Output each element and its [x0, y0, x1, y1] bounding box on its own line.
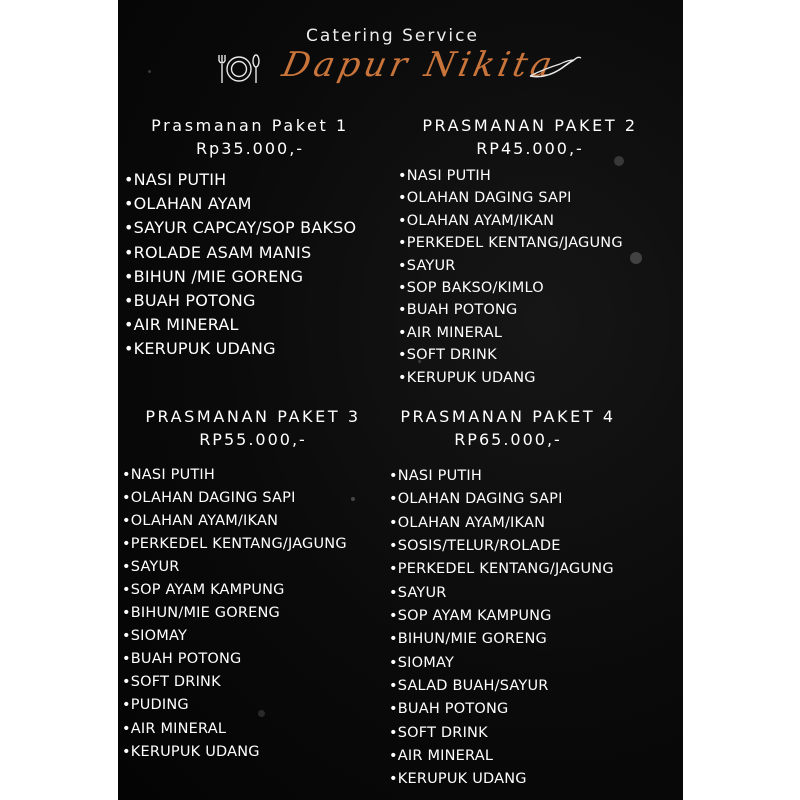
menu-item: • NASI PUTIH — [122, 464, 388, 487]
package-price: RP55.000,- — [199, 430, 307, 449]
menu-item: • BIHUN /MIE GORENG — [124, 265, 380, 289]
package-items — [122, 464, 388, 764]
plate-cutlery-icon — [216, 52, 262, 90]
menu-item: • BUAH POTONG — [389, 698, 642, 721]
menu-item: • BIHUN/MIE GORENG — [389, 628, 642, 651]
menu-item: • KERUPUK UDANG — [124, 337, 380, 361]
menu-item: • OLAHAN DAGING SAPI — [389, 488, 642, 511]
menu-poster — [118, 0, 683, 800]
menu-item: • AIR MINERAL — [389, 745, 642, 768]
package-title: PRASMANAN PAKET 3 — [145, 407, 361, 426]
package-title: PRASMANAN PAKET 2 — [422, 116, 638, 135]
menu-item: • BUAH POTONG — [398, 299, 660, 321]
menu-item: • SOFT DRINK — [122, 671, 388, 694]
menu-item: • OLAHAN DAGING SAPI — [122, 487, 388, 510]
package-price: RP65.000,- — [454, 430, 562, 449]
menu-item: • AIR MINERAL — [398, 322, 660, 344]
menu-item: • AIR MINERAL — [122, 718, 388, 741]
package-4 — [374, 407, 642, 792]
menu-item: • SAYUR CAPCAY/SOP BAKSO — [124, 216, 380, 240]
package-2 — [400, 116, 660, 389]
menu-item: • NASI PUTIH — [389, 465, 642, 488]
menu-item: • PERKEDEL KENTANG/JAGUNG — [122, 533, 388, 556]
menu-item: • SAYUR — [122, 556, 388, 579]
menu-item: • NASI PUTIH — [398, 165, 660, 187]
menu-item: • BUAH POTONG — [124, 289, 380, 313]
package-price: Rp35.000,- — [195, 139, 305, 158]
menu-item: • OLAHAN AYAM/IKAN — [122, 510, 388, 533]
menu-item: • SIOMAY — [122, 625, 388, 648]
catering-service-subtitle: Catering Service — [306, 26, 479, 46]
menu-item: • KERUPUK UDANG — [122, 741, 388, 764]
background-speck — [148, 70, 151, 73]
package-title: PRASMANAN PAKET 4 — [400, 407, 616, 426]
package-price: RP45.000,- — [476, 139, 584, 158]
package-items — [124, 168, 380, 362]
menu-item: • PERKEDEL KENTANG/JAGUNG — [389, 558, 642, 581]
menu-item: • PERKEDEL KENTANG/JAGUNG — [398, 232, 660, 254]
menu-item: • BIHUN/MIE GORENG — [122, 602, 388, 625]
menu-item: • SOP AYAM KAMPUNG — [389, 605, 642, 628]
menu-item: • AIR MINERAL — [124, 313, 380, 337]
menu-item: • KERUPUK UDANG — [398, 367, 660, 389]
menu-item: • SOFT DRINK — [398, 344, 660, 366]
menu-item: • SAYUR — [389, 582, 642, 605]
menu-item: • SOSIS/TELUR/ROLADE — [389, 535, 642, 558]
menu-item: • KERUPUK UDANG — [389, 768, 642, 791]
menu-item: • OLAHAN AYAM/IKAN — [389, 512, 642, 535]
brand-name: Dapur Nikita — [278, 45, 560, 85]
menu-item: • OLAHAN DAGING SAPI — [398, 187, 660, 209]
menu-item: • SOP BAKSO/KIMLO — [398, 277, 660, 299]
menu-item: • SOP AYAM KAMPUNG — [122, 579, 388, 602]
menu-item: • NASI PUTIH — [124, 168, 380, 192]
package-items — [389, 465, 642, 792]
menu-item: • PUDING — [122, 694, 388, 717]
package-1 — [120, 116, 380, 362]
menu-item: • OLAHAN AYAM/IKAN — [398, 210, 660, 232]
chili-pepper-icon — [526, 54, 582, 86]
menu-item: • OLAHAN AYAM — [124, 192, 380, 216]
menu-item: • SAYUR — [398, 255, 660, 277]
menu-item: • SALAD BUAH/SAYUR — [389, 675, 642, 698]
package-title: Prasmanan Paket 1 — [151, 116, 349, 135]
package-3 — [118, 407, 388, 764]
package-items — [398, 165, 660, 389]
menu-item: • SIOMAY — [389, 652, 642, 675]
menu-item: • SOFT DRINK — [389, 722, 642, 745]
menu-item: • ROLADE ASAM MANIS — [124, 241, 380, 265]
menu-item: • BUAH POTONG — [122, 648, 388, 671]
